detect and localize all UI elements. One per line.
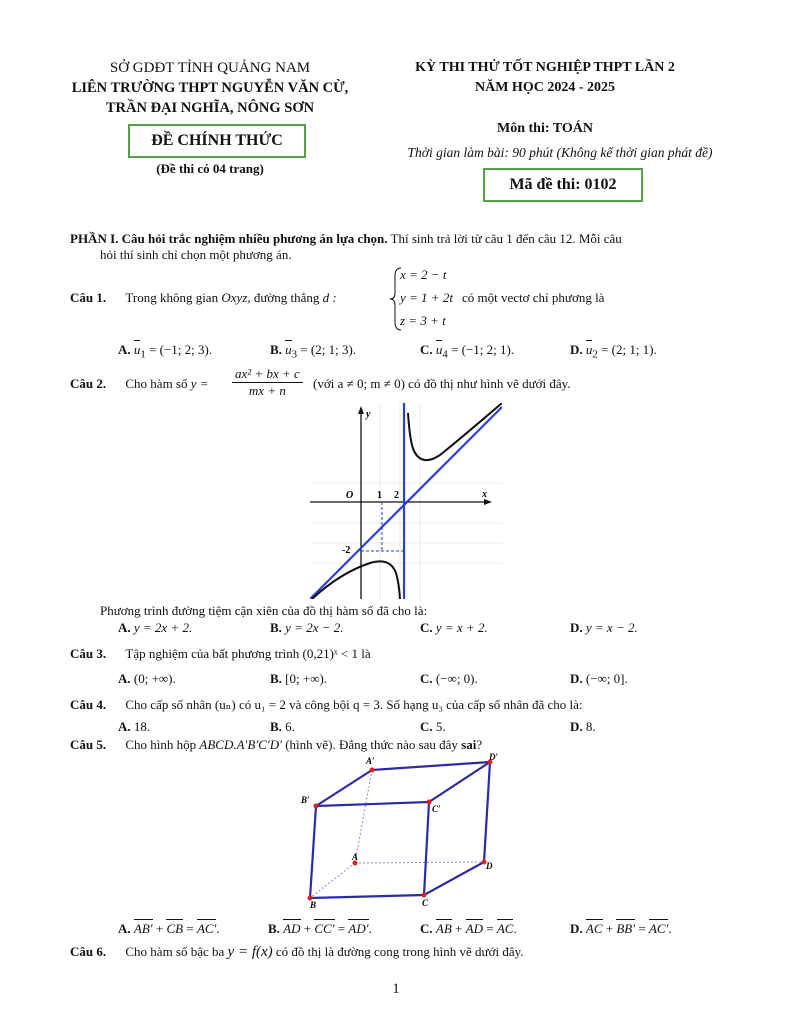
q1-option-c-vector: u	[435, 342, 443, 357]
q5-label-d1: D′	[489, 752, 499, 762]
q5-option-d-v2: BB′	[616, 921, 636, 936]
q3-option-d-label: D.	[570, 671, 583, 686]
department-name: SỞ GDĐT TỈNH QUẢNG NAM	[109, 60, 311, 76]
q2-question: Phương trình đường tiệm cận xiên của đồ thị hàm số đã cho là:	[100, 603, 428, 618]
q1-option-b[interactable]	[270, 342, 356, 361]
q2-option-b-label: B.	[270, 620, 282, 635]
q5-vertices	[308, 760, 493, 901]
q1-text-mid: , đường thẳng	[247, 290, 323, 305]
q3-option-c[interactable]	[420, 671, 478, 687]
q1-stem	[70, 290, 337, 306]
q2-text: Cho hàm số	[125, 376, 191, 391]
q5-option-d-v1: AC	[585, 921, 603, 936]
q4-option-d[interactable]	[570, 719, 596, 735]
q2-label-origin: O	[346, 490, 354, 501]
official-exam-box	[128, 124, 306, 158]
q5-option-d-op1: +	[602, 921, 617, 936]
q1-option-b-label: B.	[270, 342, 282, 357]
part1-heading	[70, 231, 622, 247]
q3-option-a[interactable]	[118, 671, 176, 687]
q2-option-a[interactable]	[118, 620, 192, 636]
q5-label-c: C	[422, 898, 429, 908]
q3-option-b-label: B.	[270, 671, 282, 686]
q5-option-c-label: C.	[420, 921, 433, 936]
q2-label: Câu 2.	[70, 376, 107, 391]
q2-tick-1: 1	[377, 490, 382, 501]
q6-stem	[70, 944, 524, 961]
q1-eq-z: z = 3 + t	[400, 313, 446, 328]
q1-option-b-value: = (2; 1; 3).	[297, 342, 357, 357]
q4-option-a-label: A.	[118, 719, 131, 734]
q5-stem	[70, 737, 482, 753]
part1-title: PHẦN I. Câu hỏi trắc nghiệm nhiều phương án lựa chọn.	[70, 231, 388, 246]
page-number: 1	[392, 981, 400, 997]
q2-option-a-label: A.	[118, 620, 131, 635]
q4-option-b-label: B.	[270, 719, 282, 734]
q5-option-a-v3: AC′	[196, 921, 217, 936]
q2-y-eq: y =	[190, 376, 209, 391]
q3-stem	[70, 646, 371, 662]
q1-option-d-sub: 2	[592, 348, 598, 361]
q2-option-d[interactable]	[570, 620, 638, 636]
q4-option-c[interactable]	[420, 719, 446, 735]
q5-option-b-v2: CC′	[314, 921, 335, 936]
q1-eq-y: y = 1 + 2t	[400, 290, 453, 305]
duration: Thời gian làm bài: 90 phút (Không kể thời gian phát đề)	[407, 145, 713, 160]
q3-option-c-label: C.	[420, 671, 433, 686]
q5-label-b: B	[310, 900, 317, 910]
q4-option-b[interactable]	[270, 719, 295, 735]
q2-option-b[interactable]	[270, 620, 344, 636]
q3-option-b[interactable]	[270, 671, 327, 687]
q6-text: Cho hàm số bậc ba	[125, 944, 228, 959]
q2-option-c-value: y = x + 2.	[435, 620, 488, 635]
q2-option-d-label: D.	[570, 620, 583, 635]
q2-numerator: ax² + bx + c	[232, 366, 303, 383]
official-exam-label: ĐỀ CHÍNH THỨC	[151, 132, 283, 149]
q1-option-b-sub: 3	[291, 348, 298, 361]
q5-option-a[interactable]	[118, 921, 220, 937]
q4-option-d-label: D.	[570, 719, 583, 734]
q4-option-c-label: C.	[420, 719, 433, 734]
q5-option-c-v3: AC	[496, 921, 514, 936]
q2-fraction	[232, 366, 303, 399]
q5-option-a-end: .	[216, 921, 220, 936]
q5-label-c1: C′	[432, 804, 441, 814]
q1-text: Trong không gian	[125, 290, 222, 305]
subject: Môn thi: TOÁN	[497, 121, 593, 136]
q5-text-mid: (hình vẽ). Đẳng thức nào sau đây	[281, 737, 462, 752]
q5-option-c-end: .	[513, 921, 517, 936]
q2-label-y: y	[366, 409, 371, 420]
q5-option-b-op2: =	[334, 921, 349, 936]
q2-denominator: mx + n	[248, 383, 286, 398]
q5-option-b-label: B.	[268, 921, 280, 936]
q2-text-after: có đồ thị như hình vẽ dưới đây.	[404, 376, 571, 391]
q4-label: Câu 4.	[70, 697, 107, 712]
q5-option-a-op2: =	[183, 921, 197, 936]
q1-option-d[interactable]	[570, 342, 657, 361]
q1-option-c-label: C.	[420, 342, 433, 357]
q1-option-a[interactable]	[118, 342, 212, 361]
q1-line-name: d :	[322, 290, 337, 305]
q3-option-a-label: A.	[118, 671, 131, 686]
q5-option-a-v1: AB′	[133, 921, 153, 936]
q2-stem	[70, 376, 209, 392]
q3-option-b-value: [0; +∞).	[285, 671, 328, 686]
q2-option-a-value: y = 2x + 2.	[133, 620, 193, 635]
q1-space: Oxyz	[221, 290, 248, 305]
q5-option-d[interactable]	[570, 921, 672, 937]
q4-option-a-value: 18.	[133, 719, 151, 734]
q3-option-a-value: (0; +∞).	[133, 671, 176, 686]
school-name-line1: LIÊN TRƯỜNG THPT NGUYỄN VĂN CỪ,	[71, 80, 349, 96]
q5-option-b[interactable]	[268, 921, 372, 937]
q3-expr: (0,21)ˣ < 1	[302, 646, 358, 661]
q5-option-a-v2: CB	[166, 921, 184, 936]
q5-hidden-edges	[310, 770, 484, 898]
q1-option-b-vector: u	[285, 342, 292, 357]
q5-option-c-op2: =	[482, 921, 497, 936]
q5-option-b-op1: +	[300, 921, 315, 936]
q3-option-d-value: (−∞; 0].	[585, 671, 628, 686]
q5-text-end: ?	[476, 737, 483, 752]
q5-option-c-op1: +	[451, 921, 466, 936]
q5-label-a1: A′	[366, 756, 375, 766]
q1-eq-x: x = 2 − t	[400, 267, 447, 282]
q2-tick-minus2: -2	[342, 545, 351, 556]
q4-option-b-value: 6.	[285, 719, 295, 734]
q5-option-d-v3: AC′	[648, 921, 669, 936]
q5-label-b1: B′	[301, 795, 310, 805]
q6-label: Câu 6.	[70, 944, 107, 959]
q2-label-x: x	[482, 489, 487, 500]
q2-condition-line	[313, 376, 571, 392]
exam-code: Mã đề thi: 0102	[509, 176, 617, 193]
q2-graph	[310, 403, 502, 599]
q5-emphasis: sai	[461, 737, 477, 752]
q3-text-after: là	[357, 646, 371, 661]
q1-label: Câu 1.	[70, 290, 107, 305]
q5-option-c-v1: AB	[435, 921, 452, 936]
q5-option-b-v3: AD′	[348, 921, 369, 936]
school-name-line2: TRẦN ĐẠI NGHĨA, NÔNG SƠN	[105, 100, 315, 116]
q5-option-a-op1: +	[152, 921, 167, 936]
q5-solid: ABCD.A′B′C′D′	[199, 737, 282, 752]
q5-option-a-label: A.	[118, 921, 131, 936]
q5-option-c[interactable]	[420, 921, 517, 937]
q2-option-b-value: y = 2x − 2.	[285, 620, 344, 635]
q6-text-after: có đồ thị là đường cong trong hình vẽ dưới đây.	[272, 944, 524, 959]
q4-text: Cho cấp số nhân (uₙ) có u₁ = 2 và công bội q = 3. Số hạng u₃ của cấp số nhân đã cho là:	[125, 697, 583, 712]
q4-option-c-value: 5.	[435, 719, 446, 734]
q5-box-figure	[296, 752, 506, 910]
q3-label: Câu 3.	[70, 646, 107, 661]
q1-option-a-sub: 1	[140, 348, 146, 361]
q1-option-c-sub: 4	[442, 348, 448, 361]
q4-option-d-value: 8.	[585, 719, 596, 734]
q3-option-d[interactable]	[570, 671, 628, 687]
q1-option-c-value: = (−1; 2; 1).	[447, 342, 515, 357]
q5-label-a: A	[352, 852, 359, 862]
q5-option-b-v1: AD	[283, 921, 301, 936]
exam-title: KỲ THI THỬ TỐT NGHIỆP THPT LẦN 2	[415, 60, 675, 75]
exam-code-box	[483, 168, 643, 202]
q1-text-after: có một vectơ chỉ phương là	[462, 290, 605, 305]
pages-note: (Đề thi có 04 trang)	[156, 161, 264, 176]
q5-option-d-op2: =	[635, 921, 649, 936]
q5-label-d: D	[486, 861, 493, 871]
q5-option-c-v2: AD	[465, 921, 483, 936]
q1-option-a-label: A.	[118, 342, 131, 357]
q6-expr: y = f(x)	[227, 944, 273, 960]
q1-option-d-label: D.	[570, 342, 583, 357]
q5-visible-edges	[310, 762, 490, 898]
school-year: NĂM HỌC 2024 - 2025	[475, 80, 615, 95]
q5-option-d-end: .	[668, 921, 672, 936]
q4-stem	[70, 697, 583, 713]
q5-option-b-end: .	[368, 921, 372, 936]
q2-option-d-value: y = x − 2.	[585, 620, 638, 635]
q2-option-c[interactable]	[420, 620, 488, 636]
q2-tick-2: 2	[394, 490, 399, 501]
q5-option-d-label: D.	[570, 921, 583, 936]
q1-option-a-vector: u	[133, 342, 141, 357]
q1-option-d-value: = (2; 1; 1).	[597, 342, 657, 357]
q4-option-a[interactable]	[118, 719, 150, 735]
q3-text: Tập nghiệm của bất phương trình	[125, 646, 303, 661]
q1-option-a-value: = (−1; 2; 3).	[145, 342, 213, 357]
q2-option-c-label: C.	[420, 620, 433, 635]
q5-text: Cho hình hộp	[125, 737, 200, 752]
q5-label: Câu 5.	[70, 737, 107, 752]
q1-option-c[interactable]	[420, 342, 514, 361]
q3-option-c-value: (−∞; 0).	[435, 671, 478, 686]
part1-instruction: Thí sinh trả lời từ câu 1 đến câu 12. Mỗi câu	[387, 231, 622, 246]
q2-condition: (với a ≠ 0; m ≠ 0)	[313, 376, 405, 391]
q1-option-d-vector: u	[585, 342, 593, 357]
part1-instruction-cont: hỏi thí sinh chỉ chọn một phương án.	[100, 247, 292, 262]
